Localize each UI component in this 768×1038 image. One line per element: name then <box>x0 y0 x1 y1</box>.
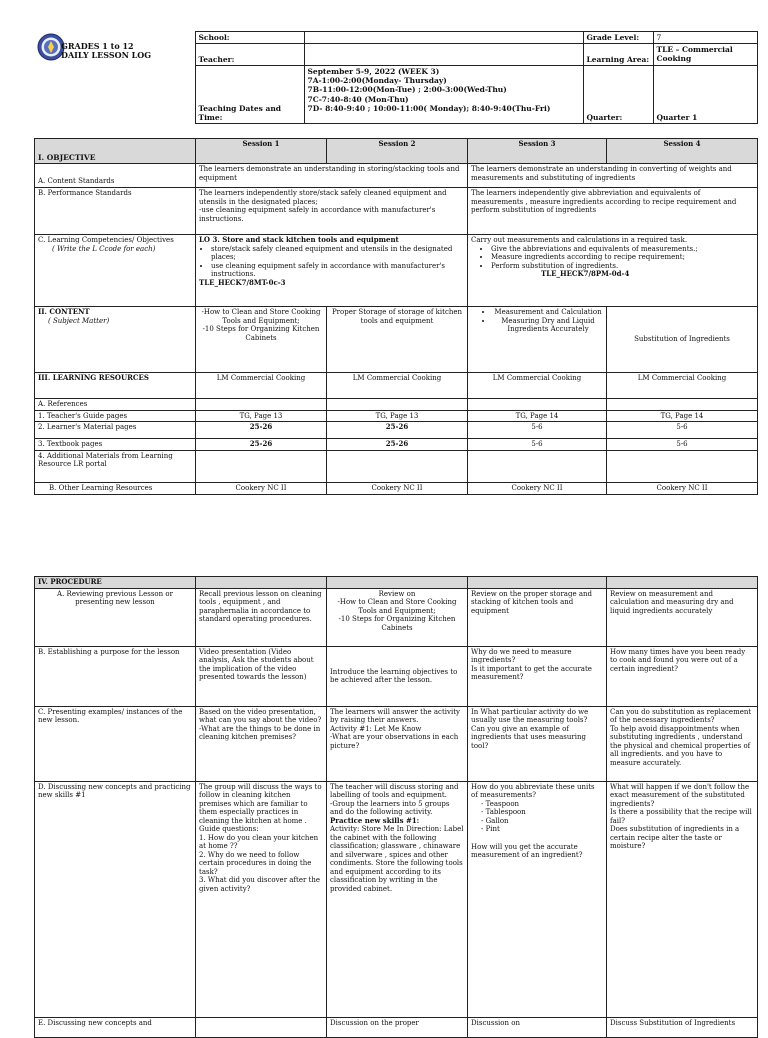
performance-standards-s12: The learners independently store/stack safely cleaned equipment and utensils in the designated places; -use cleaning equipment safely in accordance with manufacturer's instructions. <box>196 188 468 235</box>
additional-materials-s3 <box>468 450 607 482</box>
tg-pages-s4: TG, Page 14 <box>607 410 758 422</box>
content-session-4: Substitution of Ingredients <box>607 307 758 373</box>
procedure-b-s3: Why do we need to measure ingredients? Is it important to get the accurate measurement? <box>468 646 607 706</box>
textbook-pages-s2: 25-26 <box>327 439 468 451</box>
procedure-d-s1: The group will discuss the ways to follow in cleaning kitchen premises which are familiar to them especially practices in cleaning the kitchen at home . Guide questions: 1. How do you clean your kitchen at home ?? 2. Why do we need to follow certain procedures in doing the task? 3. What did you discover after the given activity? <box>196 781 327 1017</box>
procedure-c-s3: In What particular activity do we usually use the measuring tools? Can you give an example of ingredients that uses measuring tool? <box>468 706 607 781</box>
lesson-plan-table <box>34 138 758 495</box>
lm-pages-s2: 25-26 <box>327 422 468 439</box>
procedure-b-s4: How many times have you been ready to cook and found you were out of a certain ingredient? <box>607 646 758 706</box>
textbook-pages-s4: 5-6 <box>607 439 758 451</box>
session-2-header: Session 2 <box>327 139 468 164</box>
school-label: School: <box>195 32 304 44</box>
other-resources-s3: Cookery NC II <box>468 482 607 494</box>
session-3-header: Session 3 <box>468 139 607 164</box>
session-4-header: Session 4 <box>607 139 758 164</box>
other-resources-s4: Cookery NC II <box>607 482 758 494</box>
procedure-c-s1: Based on the video presentation, what can you say about the video? -What are the things to be done in cleaning kitchen premises? <box>196 706 327 781</box>
procedure-a-label: A. Reviewing previous Lesson or presenting new lesson <box>35 588 196 646</box>
textbook-pages-s3: 5-6 <box>468 439 607 451</box>
resources-lm-s1: LM Commercial Cooking <box>196 373 327 399</box>
tg-pages-s2: TG, Page 13 <box>327 410 468 422</box>
other-resources-label: B. Other Learning Resources <box>35 482 196 494</box>
resources-lm-s2: LM Commercial Cooking <box>327 373 468 399</box>
procedure-heading: IV. PROCEDURE <box>35 577 196 589</box>
content-heading-cell: II. CONTENT ( Subject Matter) <box>35 307 196 373</box>
procedure-e-s3: Discussion on <box>468 1017 607 1037</box>
learning-competencies-s12: LO 3. Store and stack kitchen tools and equipment • store/stack safely cleaned equipment and utensils in the designated places; • use cleaning equipment safely in accordance with manufacturer's instructions. TLE_HECK7/8MT-0c-3 <box>196 235 468 307</box>
lm-pages-label: 2. Learner's Material pages <box>35 422 196 439</box>
procedure-d-label: D. Discussing new concepts and practicing new skills #1 <box>35 781 196 1017</box>
learning-area-label: Learning Area: <box>583 44 653 66</box>
procedure-b-s1: Video presentation (Video analysis, Ask the students about the implication of the video presented towards the lesson) <box>196 646 327 706</box>
teacher-value <box>304 44 583 66</box>
procedure-a-s3: Review on the proper storage and stacking of kitchen tools and equipment <box>468 588 607 646</box>
header-table <box>34 31 758 124</box>
additional-materials-label: 4. Additional Materials from Learning Resource LR portal <box>35 450 196 482</box>
textbook-pages-s1: 25-26 <box>196 439 327 451</box>
additional-materials-s1 <box>196 450 327 482</box>
procedure-b-label: B. Establishing a purpose for the lesson <box>35 646 196 706</box>
procedure-e-label: E. Discussing new concepts and <box>35 1017 196 1037</box>
content-standards-label: A. Content Standards <box>35 164 196 188</box>
performance-standards-s34: The learners independently give abbreviation and equivalents of measurements , measure ingredients according to recipe requirement and perform substitution of ingredients <box>468 188 758 235</box>
references-label: A. References <box>35 399 196 411</box>
additional-materials-s4 <box>607 450 758 482</box>
tg-pages-label: 1. Teacher's Guide pages <box>35 410 196 422</box>
procedure-c-s2: The learners will answer the activity by raising their answers. Activity #1: Let Me Know -What are your observations in each picture? <box>327 706 468 781</box>
content-standards-s12: The learners demonstrate an understanding in storing/stacking tools and equipment <box>196 164 468 188</box>
procedure-a-s2: Review on -How to Clean and Store Cooking Tools and Equipment; -10 Steps for Organizing Kitchen Cabinets <box>327 588 468 646</box>
procedure-a-s4: Review on measurement and calculation and measuring dry and liquid ingredients accurately <box>607 588 758 646</box>
procedure-a-s1: Recall previous lesson on cleaning tools , equipment , and paraphernalia in accordance to standard operating procedures. <box>196 588 327 646</box>
lm-pages-s3: 5-6 <box>468 422 607 439</box>
learning-competencies-label: C. Learning Competencies/ Objectives ( Write the L Ccode for each) <box>35 235 196 307</box>
dates-value: September 5-9, 2022 (WEEK 3) 7A-1:00-2:00(Monday- Thursday) 7B-11:00-12:00(Mon-Tue) ; 2:00-3:00(Wed-Thu) 7C-7:40-8:40 (Mon-Thu) 7D- 8:40-9:40 ; 10:00-11:00( Monday); 8:40-9:40(Thu-Fri) <box>304 66 583 124</box>
lm-pages-s1: 25-26 <box>196 422 327 439</box>
other-resources-s2: Cookery NC II <box>327 482 468 494</box>
learning-competencies-s34: Carry out measurements and calculations in a required task. • Give the abbreviations and equivalents of measurements.; • Measure ingredients according to recipe requirement; • Perform substitution of ingredients. TLE_HECK7/8PM-0d-4 <box>468 235 758 307</box>
learning-area-value: TLE – Commercial Cooking <box>653 44 757 66</box>
grade-level-value: 7 <box>653 32 757 44</box>
performance-standards-label: B. Performance Standards <box>35 188 196 235</box>
additional-materials-s2 <box>327 450 468 482</box>
quarter-label: Quarter: <box>583 66 653 124</box>
procedure-d-s4: What will happen if we don't follow the exact measurement of the substituted ingredients? Is there a possibility that the recipe will fail? Does substitution of ingredients in a certain recipe alter the taste or moisture? <box>607 781 758 1017</box>
quarter-value: Quarter 1 <box>653 66 757 124</box>
tg-pages-s1: TG, Page 13 <box>196 410 327 422</box>
session-1-header: Session 1 <box>196 139 327 164</box>
tg-pages-s3: TG, Page 14 <box>468 410 607 422</box>
content-session-2: Proper Storage of storage of kitchen tools and equipment <box>327 307 468 373</box>
procedure-e-s4: Discuss Substitution of Ingredients <box>607 1017 758 1037</box>
lm-pages-s4: 5-6 <box>607 422 758 439</box>
resources-lm-s3: LM Commercial Cooking <box>468 373 607 399</box>
procedure-c-s4: Can you do substitution as replacement of the necessary ingredients? To help avoid disappointments when substituting ingredients , understand the physical and chemical properties of all ingredients. and you have to measure accurately. <box>607 706 758 781</box>
other-resources-s1: Cookery NC II <box>196 482 327 494</box>
procedure-table <box>34 576 758 1038</box>
procedure-e-s1 <box>196 1017 327 1037</box>
objective-heading: I. OBJECTIVE <box>35 139 196 164</box>
document-title: GRADES 1 to 12 DAILY LESSON LOG <box>61 40 152 61</box>
content-session-1: -How to Clean and Store Cooking Tools and Equipment; -10 Steps for Organizing Kitchen Cabinets <box>196 307 327 373</box>
resources-lm-s4: LM Commercial Cooking <box>607 373 758 399</box>
content-standards-s34: The learners demonstrate an understanding in converting of weights and measurements and substituting of ingredients <box>468 164 758 188</box>
procedure-d-s3: How do you abbreviate these units of measurements? - Teaspoon - Tablespoon - Gallon - Pint How will you get the accurate measurement of an ingredient? <box>468 781 607 1017</box>
procedure-e-s2: Discussion on the proper <box>327 1017 468 1037</box>
grade-level-label: Grade Level: <box>583 32 653 44</box>
procedure-c-label: C. Presenting examples/ instances of the new lesson. <box>35 706 196 781</box>
procedure-d-s2: The teacher will discuss storing and labelling of tools and equipment. -Group the learners into 5 groups and do the following activity. Practice new skills #1: Activity: Store Me In Direction: Label the cabinet with the following classification; glassware , chinaware and silverware , spices and other condiments. Store the following tools and equipment according to its classification by writing in the provided cabinet. <box>327 781 468 1017</box>
school-value <box>304 32 583 44</box>
resources-heading: III. LEARNING RESOURCES <box>35 373 196 399</box>
textbook-pages-label: 3. Textbook pages <box>35 439 196 451</box>
header-spacer <box>34 66 195 124</box>
dates-label: Teaching Dates and Time: <box>195 66 304 124</box>
teacher-label: Teacher: <box>195 44 304 66</box>
content-session-3: • Measurement and Calculation • Measuring Dry and Liquid Ingredients Accurately <box>468 307 607 373</box>
procedure-b-s2: Introduce the learning objectives to be achieved after the lesson. <box>327 646 468 706</box>
